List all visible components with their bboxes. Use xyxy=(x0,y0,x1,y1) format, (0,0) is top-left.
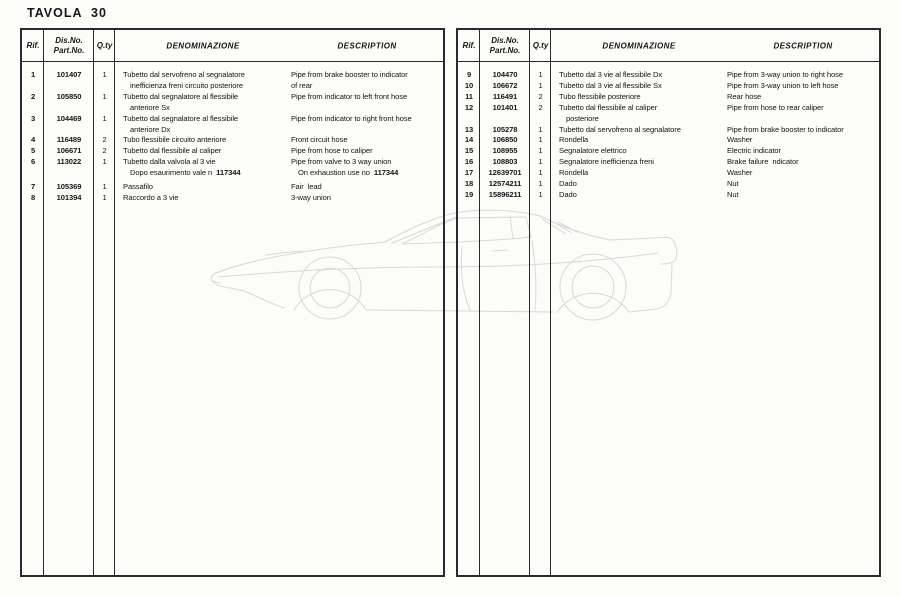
cell-part-number: 105369 xyxy=(56,182,82,192)
cell-part-number: 15896211 xyxy=(488,189,522,199)
text-line: Front circuit hose xyxy=(291,135,348,145)
cell-denom-desc xyxy=(115,70,443,92)
text-line: Tubetto dal 3 vie al flessibile Dx xyxy=(559,70,663,79)
cell-qty: 1 xyxy=(538,146,543,156)
table-row xyxy=(22,157,443,179)
cell-rif: 16 xyxy=(464,157,474,167)
cell-rif: 9 xyxy=(466,70,472,79)
cell-description xyxy=(727,70,878,81)
cell-description xyxy=(727,146,878,157)
cell-qty: 1 xyxy=(538,168,543,178)
cell-part-number: 101407 xyxy=(56,70,82,79)
table-row xyxy=(22,135,443,146)
text-line: On exhaustion use no 117344 xyxy=(298,168,399,178)
cell-description xyxy=(291,182,442,193)
cell-rif: 12 xyxy=(464,102,474,112)
cell-description xyxy=(727,125,878,136)
cell-qty: 1 xyxy=(102,182,107,192)
text-line: inefficienza freni circuito posteriore xyxy=(130,80,243,90)
cell-denom-desc xyxy=(115,135,443,146)
text-line: anteriore Dx xyxy=(130,124,171,134)
cell-part-number: 106671 xyxy=(56,146,82,156)
text-line: Brake failure ndicator xyxy=(727,157,799,167)
cell-description xyxy=(291,92,442,103)
cell-description xyxy=(291,193,442,204)
header-part-number xyxy=(480,36,530,55)
cell-denom-desc xyxy=(551,125,879,136)
cell-qty: 1 xyxy=(102,157,107,167)
text-line: Electric indicator xyxy=(727,146,781,156)
text-line: Pipe from valve to 3 way union xyxy=(291,157,392,167)
cell-qty: 1 xyxy=(538,135,543,145)
table-row xyxy=(458,103,879,125)
text-line: Rondella xyxy=(559,168,589,178)
header-part-number xyxy=(44,36,94,55)
header-denom-desc xyxy=(115,30,443,61)
cell-description xyxy=(727,157,878,168)
cell-qty: 1 xyxy=(102,91,107,101)
cell-rif: 15 xyxy=(464,146,474,156)
cell-part-number: 108803 xyxy=(492,157,518,167)
text-line: 3-way union xyxy=(291,192,331,202)
table-row xyxy=(458,135,879,146)
text-line: Segnalatore inefficienza freni xyxy=(559,157,654,167)
cell-description xyxy=(727,190,878,201)
cell-part-number: 105278 xyxy=(492,124,518,134)
cell-rif: 3 xyxy=(30,113,36,123)
text-line: Washer xyxy=(727,135,753,145)
cell-qty: 2 xyxy=(538,102,543,112)
text-line: Pipe from brake booster to indicator xyxy=(291,70,408,79)
text-line: Pipe from 3-way union to right hose xyxy=(727,70,843,79)
cell-qty: 1 xyxy=(538,179,543,189)
cell-part-number: 106850 xyxy=(492,135,518,145)
cell-part-number: 113022 xyxy=(56,157,82,167)
header-denom-desc xyxy=(551,30,879,61)
cell-description xyxy=(291,135,442,146)
table-row xyxy=(22,193,443,204)
table-row xyxy=(458,70,879,81)
header-dis-no: Dis.No. xyxy=(491,36,519,45)
cell-rif: 4 xyxy=(30,135,36,145)
text-line: Rondella xyxy=(559,135,589,145)
cell-rif: 19 xyxy=(464,189,474,199)
cell-qty: 1 xyxy=(538,70,543,79)
cell-denom-desc xyxy=(115,146,443,157)
cell-rif: 1 xyxy=(30,70,36,79)
text-line: Tubetto dal servofreno al segnalatore xyxy=(123,70,245,79)
cell-rif: 10 xyxy=(464,80,474,90)
cell-denom-desc xyxy=(115,157,443,179)
text-line: Tubo flessibile posteriore xyxy=(559,91,641,101)
text-line: Fair lead xyxy=(291,182,322,192)
text-line: Pipe from hose to caliper xyxy=(291,146,373,156)
cell-qty: 1 xyxy=(102,192,107,202)
cell-description xyxy=(291,157,442,179)
cell-denom-desc xyxy=(551,146,879,157)
cell-denom-desc xyxy=(115,114,443,136)
cell-part-number: 12574211 xyxy=(488,179,522,189)
cell-rif: 17 xyxy=(464,168,474,178)
cell-rif: 11 xyxy=(465,91,473,101)
text-line: Tubetto dal flessibile al caliper xyxy=(559,102,658,112)
cell-rif: 2 xyxy=(30,91,36,101)
cell-description xyxy=(291,70,442,92)
table-row xyxy=(22,92,443,114)
cell-denom-desc xyxy=(551,92,879,103)
header-rif: Rif. xyxy=(26,41,40,50)
table-row xyxy=(458,179,879,190)
cell-denom-desc xyxy=(551,103,879,125)
table-header xyxy=(458,30,879,62)
cell-description xyxy=(291,114,442,125)
text-line: Tubetto dal segnalatore al flessibile xyxy=(123,113,239,123)
cell-description xyxy=(727,81,878,92)
header-qty: Q.ty xyxy=(532,41,549,50)
table-row xyxy=(458,157,879,168)
cell-rif: 13 xyxy=(464,124,474,134)
cell-qty: 2 xyxy=(102,146,107,156)
cell-part-number: 12639701 xyxy=(488,168,522,178)
cell-part-number: 101394 xyxy=(56,192,82,202)
header-description: DESCRIPTION xyxy=(773,41,833,50)
text-line: Nut xyxy=(727,179,739,189)
cell-rif: 8 xyxy=(30,192,36,202)
cell-denom-desc xyxy=(115,92,443,114)
text-line: Dado xyxy=(559,189,577,199)
cell-part-number: 108955 xyxy=(492,146,518,156)
text-line: Tubetto dal flessibile al caliper xyxy=(123,146,222,156)
cell-denom-desc xyxy=(551,70,879,81)
cell-part-number: 116491 xyxy=(492,91,518,101)
cell-part-number: 104470 xyxy=(492,70,518,79)
header-description: DESCRIPTION xyxy=(337,41,397,50)
cell-description xyxy=(727,103,878,114)
cell-denom-desc xyxy=(551,179,879,190)
table-row xyxy=(458,146,879,157)
cell-denom-desc xyxy=(551,81,879,92)
cell-denom-desc xyxy=(551,157,879,168)
table-row xyxy=(458,125,879,136)
text-line: Pipe from hose to rear caliper xyxy=(727,102,824,112)
header-part-no: Part.No. xyxy=(489,45,521,55)
cell-rif: 5 xyxy=(30,146,36,156)
table-row xyxy=(22,114,443,136)
text-line: Passafilo xyxy=(123,182,153,192)
table-header xyxy=(22,30,443,62)
cell-rif: 7 xyxy=(30,182,36,192)
cell-description xyxy=(727,168,878,179)
header-denominazione: DENOMINAZIONE xyxy=(166,41,240,50)
cell-denom-desc xyxy=(115,193,443,204)
cell-denom-desc xyxy=(115,182,443,193)
cell-qty: 1 xyxy=(102,113,107,123)
table-body xyxy=(22,61,443,204)
cell-rif: 6 xyxy=(30,157,36,167)
cell-description xyxy=(727,179,878,190)
cell-rif: 14 xyxy=(464,135,474,145)
text-line: Pipe from indicator to left front hose xyxy=(291,91,408,101)
table-row xyxy=(22,182,443,193)
text-line: Tubetto dal segnalatore al flessibile xyxy=(123,91,239,101)
text-line: Nut xyxy=(727,189,739,199)
text-line: Tubo flessibile circuito anteriore xyxy=(123,135,227,145)
cell-qty: 2 xyxy=(102,135,107,145)
cell-part-number: 101401 xyxy=(492,102,518,112)
cell-description xyxy=(291,146,442,157)
table-row xyxy=(458,92,879,103)
header-rif: Rif. xyxy=(462,41,476,50)
cell-qty: 1 xyxy=(538,124,543,134)
table-row xyxy=(22,146,443,157)
header-part-no: Part.No. xyxy=(53,45,85,55)
cell-qty: 2 xyxy=(538,91,543,101)
cell-part-number: 105850 xyxy=(56,91,82,101)
text-line: Washer xyxy=(727,168,753,178)
cell-denom-desc xyxy=(551,168,879,179)
parts-table-right xyxy=(456,28,881,577)
text-line: of rear xyxy=(291,80,313,90)
text-line: Segnalatore elettrico xyxy=(559,146,627,156)
text-line: Dado xyxy=(559,179,577,189)
table-row xyxy=(458,81,879,92)
header-denominazione: DENOMINAZIONE xyxy=(602,41,676,50)
cell-part-number: 104469 xyxy=(56,113,82,123)
text-line: Pipe from brake booster to indicator xyxy=(727,124,844,134)
cell-rif: 18 xyxy=(464,179,474,189)
cell-qty: 1 xyxy=(538,80,543,90)
text-line: Tubetto dal servofreno al segnalatore xyxy=(559,124,681,134)
cell-description xyxy=(727,92,878,103)
page-title: TAVOLA 30 xyxy=(27,6,107,20)
text-line: Tubetto dal 3 vie al flessibile Sx xyxy=(559,80,662,90)
cell-qty: 1 xyxy=(102,70,107,79)
table-row xyxy=(458,190,879,201)
cell-part-number: 116489 xyxy=(56,135,82,145)
text-line: Tubetto dalla valvola al 3 vie xyxy=(123,157,216,167)
text-line: Raccordo a 3 vie xyxy=(123,192,179,202)
table-row xyxy=(458,168,879,179)
table-row xyxy=(22,70,443,92)
text-line: Rear hose xyxy=(727,91,762,101)
text-line: Pipe from indicator to right front hose xyxy=(291,113,412,123)
text-line: Dopo esaurimento vale n 117344 xyxy=(130,168,241,178)
cell-qty: 1 xyxy=(538,157,543,167)
cell-denom-desc xyxy=(551,190,879,201)
table-body xyxy=(458,61,879,201)
cell-part-number: 106672 xyxy=(492,80,518,90)
header-qty: Q.ty xyxy=(96,41,113,50)
text-line: posteriore xyxy=(566,113,599,123)
text-line: Pipe from 3-way union to left hose xyxy=(727,80,839,90)
header-dis-no: Dis.No. xyxy=(55,36,83,45)
cell-denom-desc xyxy=(551,135,879,146)
cell-description xyxy=(727,135,878,146)
cell-qty: 1 xyxy=(538,189,543,199)
parts-table-left xyxy=(20,28,445,577)
text-line: anteriore Sx xyxy=(130,102,170,112)
